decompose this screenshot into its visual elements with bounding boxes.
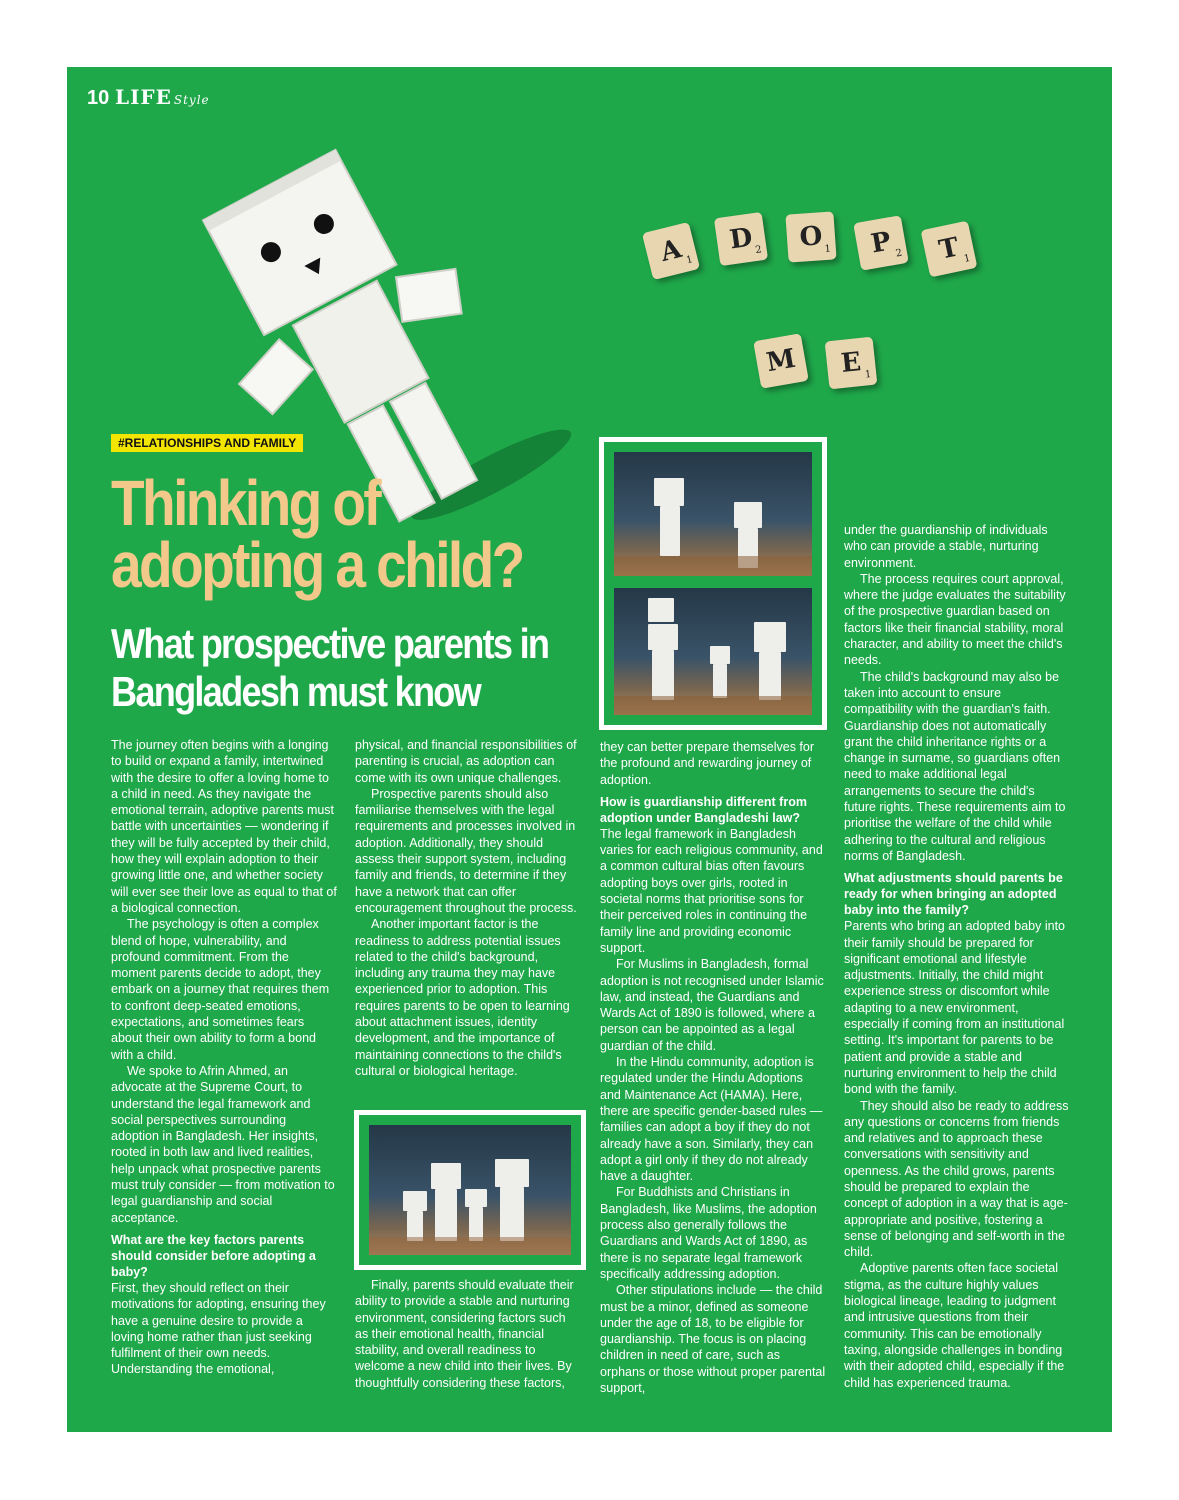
page-number: 10: [87, 87, 110, 109]
photo-robot-family: [369, 1125, 571, 1255]
scrabble-tile: O 1: [785, 211, 836, 262]
scrabble-tiles: [637, 207, 997, 407]
article-column-2: [355, 737, 581, 1079]
photo-stack-frame: [599, 437, 827, 730]
article-subtitle: What prospective parents in Bangladesh must know: [111, 620, 549, 715]
article-column-4: [844, 522, 1070, 1391]
article-column-2-lower: [355, 1277, 581, 1391]
magazine-logo: LIFE Style: [115, 85, 210, 109]
paragraph: physical, and financial responsibilities of parenting is crucial, as adoption can come with its own unique challenges.: [355, 738, 577, 785]
paragraph: under the guardianship of individuals who can provide a stable, nurturing environment.: [844, 523, 1048, 570]
paragraph: The child's background may also be taken into account to ensure compatibility with the guardian's faith. Guardianship does not automatically grant the child inheritance rights or a change in surname, so guardians often need to make additional legal arrangements to secure the child's future rights. These requirements aim to prioritise the welfare of the child while adhering to the cultural and religious norms of Bangladesh.: [844, 669, 1066, 863]
paragraph: The legal framework in Bangladesh varies for each religious community, and a common cultural bias often favours adopting boys over girls, rooted in societal norms that prioritise sons for their perceived roles in continuing the family line and providing economic support.: [600, 826, 823, 955]
scrabble-tile: D 2: [714, 212, 768, 266]
scrabble-tile: T 1: [921, 221, 978, 278]
paragraph: Another important factor is the readiness to address potential issues related to the child's background, including any trauma they may have experienced prior to adoption. This requires parents to be open to learning about attachment issues, identity development, and the importance of maintaining connections to the child's cultural or biological heritage.: [355, 917, 570, 1078]
scrabble-tile: E 1: [825, 337, 878, 390]
photo-robot-group: [614, 588, 812, 715]
paragraph: Prospective parents should also familiarise themselves with the legal requirements and processes involved in adoption. Additionally, they should assess their support system, including family and friends, to determine if they have a network that can offer encouragement throughout the process.: [355, 786, 577, 915]
section-heading: How is guardianship different from adoption under Bangladeshi law?: [600, 794, 807, 825]
category-tag: #RELATIONSHIPS AND FAMILY: [111, 434, 303, 452]
paragraph: Parents who bring an adopted baby into their family should be prepared for significant emotional and lifestyle adjustments. Initially, the child might experience stress or discomfort while adapting to a new environment, especially if coming from an institutional setting. It's important for parents to be patient and provide a stable and nurturing environment to help the child bond with the family.: [844, 919, 1065, 1097]
paragraph: First, they should reflect on their motivations for adopting, ensuring they have a genuine desire to provide a loving home rather than just seeking fulfilment of their own needs. Understanding the emotional,: [111, 1280, 326, 1377]
paragraph: In the Hindu community, adoption is regulated under the Hindu Adoptions and Maintenance Act (HAMA). Here, there are specific gender-based rules — families can adopt a boy if they do not already have a son. Similarly, they can adopt a girl only if they do not already have a daughter.: [600, 1055, 823, 1184]
paragraph: Other stipulations include — the child must be a minor, defined as someone under the age of 18, to be eligible for guardianship. The focus is on placing children in need of care, such as orphans or those without proper parental support,: [600, 1283, 826, 1395]
paragraph: Adoptive parents often face societal stigma, as the culture highly values biological lineage, leading to judgment and intrusive questions from their community. This can be emotionally taxing, alongside challenges in bonding with their adopted child, especially if the child has experienced trauma.: [844, 1261, 1065, 1390]
paragraph: For Buddhists and Christians in Bangladesh, like Muslims, the adoption process also generally follows the Guardians and Wards Act of 1890, as there is no separate legal framework specifically addressing adoption.: [600, 1185, 817, 1281]
article-column-3: [600, 739, 826, 1396]
scrabble-tile: P 2: [853, 215, 909, 271]
paragraph: The psychology is often a complex blend of hope, vulnerability, and profound commitment. From the moment parents decide to adopt, they embark on a journey that requires them to confront deep-seated emotions, expectations, and sometimes fears about their own ability to form a bond with a child.: [111, 917, 330, 1062]
photo-robot-pair: [614, 452, 812, 576]
paragraph: Finally, parents should evaluate their ability to provide a stable and nurturing environment, considering factors such as their emotional health, financial stability, and overall readiness to welcome a new child into their lives. By thoughtfully considering these factors,: [355, 1278, 574, 1390]
paragraph: they can better prepare themselves for the profound and rewarding journey of adoption.: [600, 740, 815, 787]
photo-family-frame: [354, 1110, 586, 1270]
paragraph: We spoke to Afrin Ahmed, an advocate at the Supreme Court, to understand the legal framework and social perspectives surrounding adoption in Bangladesh. Her insights, rooted in both law and lived realities, help unpack what prospective parents must truly consider — from motivation to legal guardianship and social acceptance.: [111, 1063, 335, 1225]
paragraph: The journey often begins with a longing to build or expand a family, intertwined with the desire to offer a loving home to a child in need. As they navigate the emotional terrain, adoptive parents must battle with uncertainties — wondering if they will be fully accepted by their child, how they will explain adoption to their growing little one, and whether society will ever see their love as equal to that of a biological connection.: [111, 738, 337, 915]
article-title: Thinking of adopting a child?: [111, 467, 523, 601]
paragraph: For Muslims in Bangladesh, formal adoption is not recognised under Islamic law, and instead, the Guardians and Wards Act of 1890 is followed, where a person can be appointed as a legal guardian of the child.: [600, 957, 824, 1053]
paragraph: They should also be ready to address any questions or concerns from friends and relatives and to approach these conversations with sensitivity and openness. As the child grows, parents should be prepared to explain the concept of adoption in a way that is age-appropriate and positive, fostering a sense of belonging and self-worth in the child.: [844, 1098, 1069, 1260]
section-heading: What are the key factors parents should consider before adopting a baby?: [111, 1232, 316, 1279]
paragraph: The process requires court approval, where the judge evaluates the suitability of the prospective guardian based on factors like their financial stability, moral character, and ability to meet the child's needs.: [844, 571, 1066, 668]
magazine-page: [67, 67, 1112, 1432]
scrabble-tile: M: [753, 333, 809, 389]
section-heading: What adjustments should parents be ready for when bringing an adopted baby into the family?: [844, 871, 1063, 918]
scrabble-tile: A 1: [642, 222, 700, 280]
article-column-1: [111, 737, 337, 1378]
